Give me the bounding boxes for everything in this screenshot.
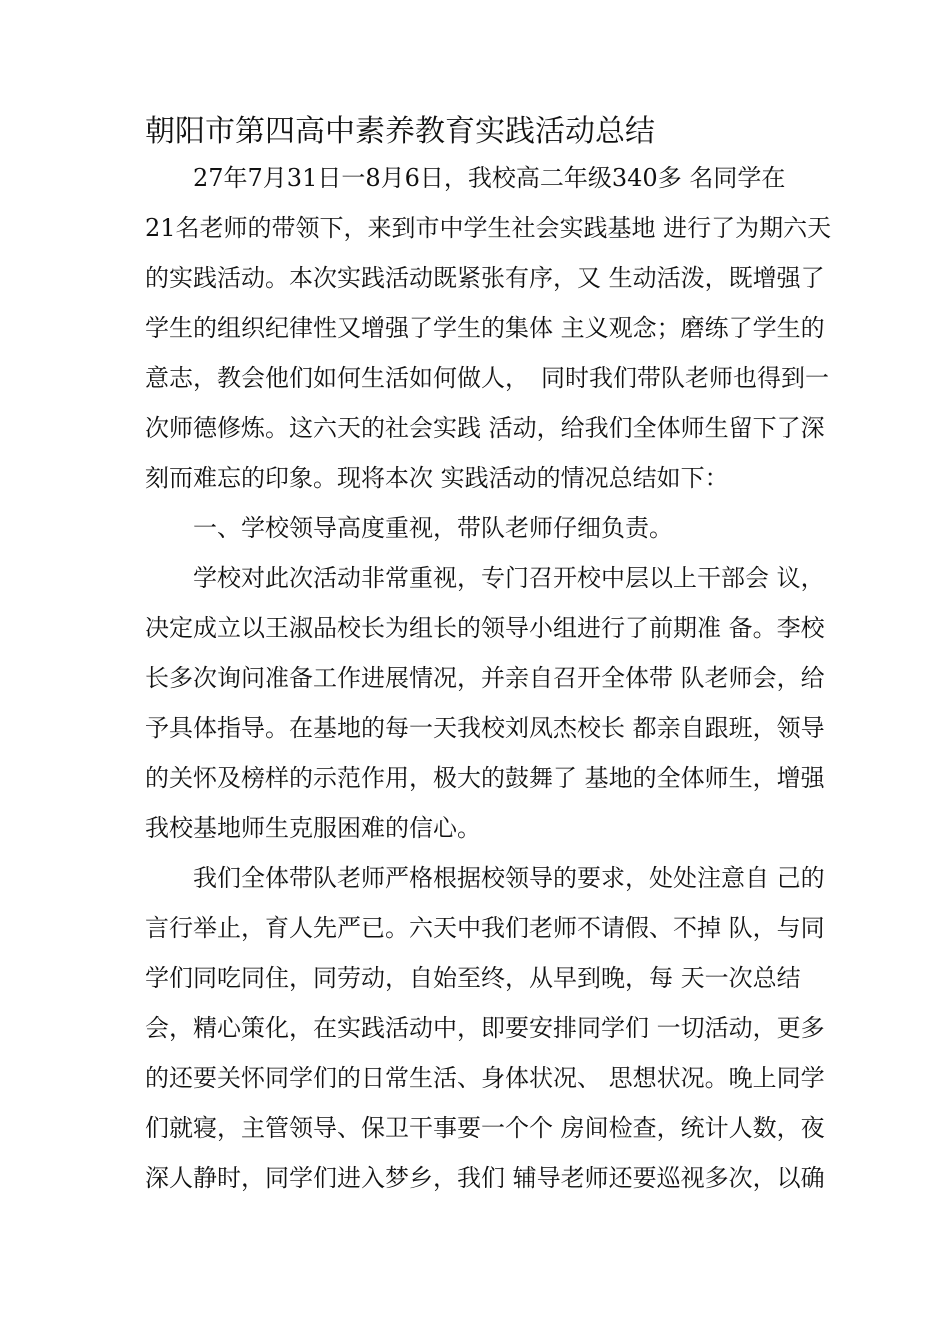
paragraph-line: 深人静时，同学们进入梦乡，我们 辅导老师还要巡视多次，以确 — [145, 1164, 825, 1192]
paragraph-line: 决定成立以王淑品校长为组长的领导小组进行了前期准 备。李校 — [145, 614, 825, 642]
paragraph-line: 长多次询问准备工作进展情况，并亲自召开全体带 队老师会，给 — [145, 664, 825, 692]
paragraph-line: 们就寝，主管领导、保卫干事要一个个 房间检查，统计人数，夜 — [145, 1114, 825, 1142]
paragraph-line: 刻而难忘的印象。现将本次 实践活动的情况总结如下： — [145, 464, 729, 492]
paragraph-line: 会，精心策化，在实践活动中，即要安排同学们 一切活动，更多 — [145, 1014, 825, 1042]
paragraph-line: 学生的组织纪律性又增强了学生的集体 主义观念；磨练了学生的 — [145, 314, 825, 342]
paragraph-line: 的还要关怀同学们的日常生活、身体状况、 思想状况。晚上同学 — [145, 1064, 825, 1092]
paragraph-line: 21名老师的带领下，来到市中学生社会实践基地 进行了为期六天 — [145, 214, 832, 242]
section-heading: 一、学校领导高度重视，带队老师仔细负责。 — [145, 514, 673, 542]
paragraph-line: 予具体指导。在基地的每一天我校刘凤杰校长 都亲自跟班，领导 — [145, 714, 825, 742]
paragraph-line: 言行举止，育人先严已。六天中我们老师不请假、不掉 队，与同 — [145, 914, 825, 942]
paragraph-line: 次师德修炼。这六天的社会实践 活动，给我们全体师生留下了深 — [145, 414, 825, 442]
paragraph-line: 学校对此次活动非常重视，专门召开校中层以上干部会 议， — [145, 564, 825, 592]
paragraph-line: 的实践活动。本次实践活动既紧张有序，又 生动活泼，既增强了 — [145, 264, 825, 292]
document-title: 朝阳市第四高中素养教育实践活动总结 — [145, 114, 655, 149]
paragraph-line: 的关怀及榜样的示范作用，极大的鼓舞了 基地的全体师生，增强 — [145, 764, 825, 792]
paragraph-line: 学们同吃同住，同劳动，自始至终，从早到晚，每 天一次总结 — [145, 964, 801, 992]
paragraph-line: 我校基地师生克服困难的信心。 — [145, 814, 481, 842]
paragraph-line: 我们全体带队老师严格根据校领导的要求，处处注意自 己的 — [145, 864, 825, 892]
paragraph-line: 意志，教会他们如何生活如何做人， 同时我们带队老师也得到一 — [145, 364, 829, 392]
paragraph-line: 27年7月31日一8月6日，我校高二年级340多 名同学在 — [145, 164, 786, 192]
